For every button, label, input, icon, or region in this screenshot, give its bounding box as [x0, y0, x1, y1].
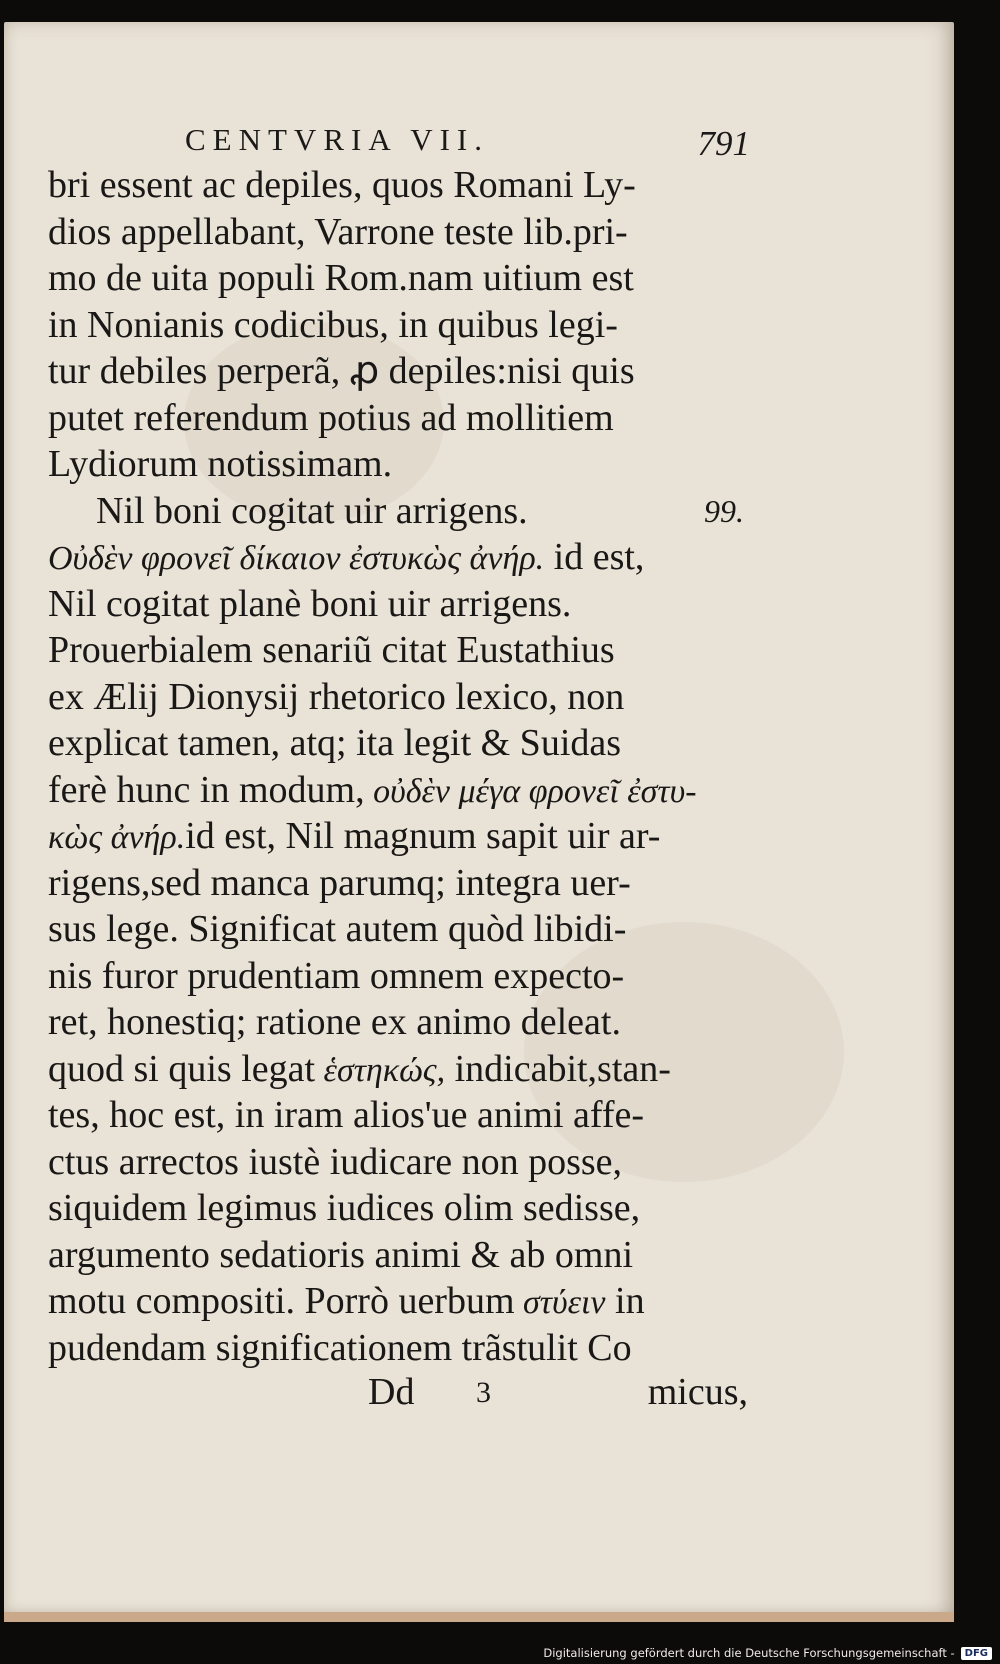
footer-credit: Digitalisierung gefördert durch die Deutsche Forschungsgemeinschaft - [543, 1646, 955, 1660]
greek-text: κὼς ἀνήρ. [48, 819, 186, 856]
dfg-logo-icon: DFG [961, 1647, 992, 1660]
running-head: CENTVRIA VII. [185, 122, 489, 157]
latin-text: siquidem legimus iudices olim sedisse, [48, 1187, 641, 1229]
text-line [48, 534, 748, 581]
text-line [48, 953, 748, 1000]
latin-text: id est, [544, 536, 645, 578]
latin-text: putet referendum potius ad mollitiem [48, 396, 614, 439]
page-edge [4, 1612, 954, 1622]
latin-text: tes, hoc est, in iram alios'ue animi affe- [48, 1094, 645, 1136]
text-line [48, 1092, 748, 1139]
adage-number: 99. [704, 492, 744, 529]
text-line [48, 209, 748, 256]
latin-text: ex Ælij Dionysij rhetorico lexico, non [48, 675, 625, 718]
text-line [48, 348, 748, 395]
signature-mark: Dd [368, 1371, 415, 1413]
latin-text: sus lege. Significat autem quòd libidi- [48, 908, 627, 950]
latin-text: ferè hunc in modum, [48, 768, 365, 811]
text-line [48, 860, 748, 907]
text-line [48, 1185, 748, 1232]
latin-text: pudendam significationem trãstulit Co [48, 1326, 632, 1369]
latin-text: bri essent ac depiles, quos Romani Ly- [48, 164, 636, 206]
latin-text: tur debiles perperã, ꝓ depiles:nisi quis [48, 350, 635, 392]
page-number: 791 [697, 124, 750, 163]
text-line [48, 1325, 748, 1372]
text-line [48, 162, 748, 209]
latin-text: indicabit,stan- [445, 1047, 671, 1090]
text-line [48, 767, 748, 814]
latin-text: ctus arrectos iustè iudicare non posse, [48, 1140, 623, 1183]
latin-text: mo de uita populi Rom.nam uitium est [48, 257, 634, 299]
text-line [48, 1139, 748, 1186]
latin-text: dios appellabant, Varrone teste lib.pri- [48, 210, 628, 253]
latin-text: Prouerbialem senariũ citat Eustathius [48, 629, 615, 671]
text-line [48, 395, 748, 442]
latin-text: Nil boni cogitat uir arrigens. [96, 489, 528, 532]
text-line [48, 813, 748, 860]
text-line [48, 488, 748, 535]
page-header [185, 118, 750, 168]
text-line [48, 1046, 748, 1093]
text-line [48, 302, 748, 349]
digitization-footer [543, 1644, 992, 1662]
text-line [48, 999, 748, 1046]
latin-text: Nil cogitat planè boni uir arrigens. [48, 582, 572, 625]
latin-text: ret, honestiq; ratione ex animo deleat. [48, 1001, 621, 1043]
text-line [48, 441, 748, 488]
latin-text: nis furor prudentiam omnem expecto- [48, 954, 625, 997]
greek-text: οὐδὲν μέγα φρονεῖ ἐστυ- [364, 772, 697, 810]
text-line [48, 720, 748, 767]
latin-text: motu compositi. Porrò uerbum [48, 1280, 515, 1322]
latin-text: Lydiorum notissimam. [48, 443, 393, 485]
latin-text: rigens,sed manca parumq; integra uer- [48, 861, 631, 904]
text-line [48, 255, 748, 302]
latin-text: in Nonianis codicibus, in quibus legi- [48, 303, 618, 346]
latin-text: id est, Nil magnum sapit uir ar- [185, 815, 661, 857]
latin-text: explicat tamen, atq; ita legit & Suidas [48, 722, 622, 764]
latin-text: quod si quis legat [48, 1047, 316, 1090]
text-line [48, 581, 748, 628]
text-line [48, 674, 748, 721]
latin-text: argumento sedatioris animi & ab omni [48, 1233, 634, 1276]
text-line [48, 906, 748, 953]
greek-text: Οὐδὲν φρονεῖ δίκαιον ἐστυκὼς ἀνήρ. [48, 540, 545, 577]
catchword: micus, [647, 1371, 748, 1413]
signature-number: 3 [476, 1376, 491, 1409]
text-line [48, 627, 748, 674]
catch-line [48, 1370, 748, 1418]
latin-text: in [605, 1280, 645, 1322]
text-line [48, 1232, 748, 1279]
text-line [48, 1278, 748, 1325]
greek-text: στύειν [514, 1284, 606, 1321]
body-text [48, 162, 748, 1371]
greek-text: ἑστηκώς, [315, 1051, 446, 1089]
